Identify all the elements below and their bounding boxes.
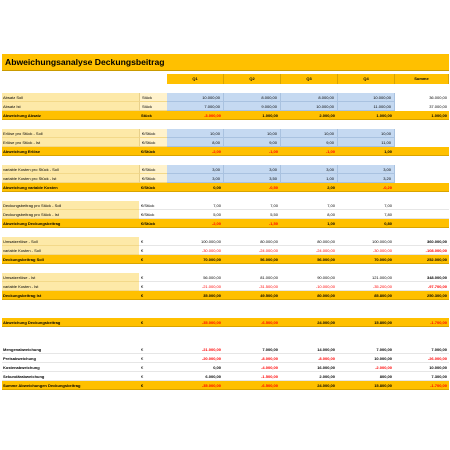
q2-cell[interactable]: 5,50 bbox=[224, 210, 281, 219]
q2-cell[interactable]: -6.500,00 bbox=[224, 381, 281, 390]
label-cell[interactable]: Mengenabweichung bbox=[2, 345, 139, 354]
label-cell[interactable]: Abweichung Absatz bbox=[2, 111, 139, 120]
table-row bbox=[0, 129, 450, 138]
label-cell[interactable]: Kostenabweichung bbox=[2, 363, 139, 372]
sum-cell[interactable] bbox=[395, 147, 449, 156]
q3-cell[interactable]: 3,00 bbox=[281, 165, 338, 174]
sum-cell[interactable] bbox=[395, 138, 449, 147]
sum-cell[interactable]: 252.000,00 bbox=[395, 255, 449, 264]
q2-cell[interactable]: -1,50 bbox=[224, 219, 281, 228]
unit-cell[interactable]: €/Stück bbox=[139, 174, 167, 183]
q2-cell[interactable]: -4.000,00 bbox=[224, 363, 281, 372]
table-row bbox=[0, 102, 450, 111]
q3-cell[interactable]: 1,00 bbox=[281, 174, 338, 183]
column-header-row bbox=[0, 74, 450, 84]
sum-cell[interactable]: -108.000,00 bbox=[395, 246, 449, 255]
spacer-row bbox=[0, 300, 450, 309]
unit-cell[interactable]: Stück bbox=[139, 102, 167, 111]
unit-cell[interactable]: Stück bbox=[139, 93, 167, 102]
q3-cell[interactable]: 14.000,00 bbox=[281, 345, 338, 354]
spacer-row bbox=[0, 228, 450, 237]
q1-cell[interactable]: 56.000,00 bbox=[167, 273, 224, 282]
q4-cell[interactable]: 10.000,00 bbox=[338, 354, 395, 363]
q1-cell[interactable]: 5,00 bbox=[167, 210, 224, 219]
sum-cell[interactable] bbox=[395, 210, 449, 219]
table-row bbox=[0, 273, 450, 282]
q1-cell[interactable]: -2,00 bbox=[167, 147, 224, 156]
unit-cell[interactable]: € bbox=[139, 363, 167, 372]
q4-cell[interactable]: 121.000,00 bbox=[338, 273, 395, 282]
q2-cell[interactable]: -31.500,00 bbox=[224, 282, 281, 291]
table-row bbox=[0, 354, 450, 363]
q4-cell[interactable]: 100.000,00 bbox=[338, 237, 395, 246]
q3-cell[interactable]: -10.000,00 bbox=[281, 282, 338, 291]
unit-cell[interactable]: €/Stück bbox=[139, 165, 167, 174]
q4-cell[interactable]: 11.000,00 bbox=[338, 102, 395, 111]
q1-cell[interactable]: 8,00 bbox=[167, 138, 224, 147]
header-q1-cell[interactable]: Q1 bbox=[167, 74, 224, 84]
q1-cell[interactable]: 10,00 bbox=[167, 129, 224, 138]
sum-cell[interactable] bbox=[395, 165, 449, 174]
label-cell[interactable]: Abweichung variable Kosten bbox=[2, 183, 139, 192]
q4-cell[interactable]: 10.000,00 bbox=[338, 93, 395, 102]
q4-cell[interactable]: 3,20 bbox=[338, 174, 395, 183]
q2-cell[interactable]: 49.500,00 bbox=[224, 291, 281, 300]
label-cell[interactable]: variable Kosten - Soll bbox=[2, 246, 139, 255]
table-row bbox=[0, 138, 450, 147]
q3-cell[interactable]: -24.000,00 bbox=[281, 246, 338, 255]
q2-cell[interactable]: -24.000,00 bbox=[224, 246, 281, 255]
spacer-row bbox=[0, 120, 450, 129]
q3-cell[interactable]: -1,00 bbox=[281, 147, 338, 156]
table-body bbox=[0, 84, 450, 390]
table-row bbox=[0, 165, 450, 174]
q1-cell[interactable]: -3.000,00 bbox=[167, 111, 224, 120]
spacer-row bbox=[0, 84, 450, 93]
q3-cell[interactable]: 10,00 bbox=[281, 129, 338, 138]
sum-cell[interactable] bbox=[395, 129, 449, 138]
sheet-title: Abweichungsanalyse Deckungsbeitrag bbox=[2, 54, 449, 71]
q1-cell[interactable]: 3,00 bbox=[167, 165, 224, 174]
q4-cell[interactable]: 0,80 bbox=[338, 219, 395, 228]
unit-cell[interactable]: € bbox=[139, 345, 167, 354]
q4-cell[interactable]: 85.800,00 bbox=[338, 291, 395, 300]
q4-cell[interactable]: 15.800,00 bbox=[338, 381, 395, 390]
total-row bbox=[0, 318, 450, 327]
q3-cell[interactable]: 16.000,00 bbox=[281, 363, 338, 372]
q1-cell[interactable]: -35.000,00 bbox=[167, 381, 224, 390]
q4-cell[interactable]: -30.000,00 bbox=[338, 246, 395, 255]
q4-cell[interactable]: 7,80 bbox=[338, 210, 395, 219]
q2-cell[interactable]: 80.000,00 bbox=[224, 237, 281, 246]
label-cell[interactable]: variable Kosten pro Stück - Ist bbox=[2, 174, 139, 183]
header-q2-cell[interactable]: Q2 bbox=[224, 74, 281, 84]
q1-cell[interactable]: 70.000,00 bbox=[167, 255, 224, 264]
unit-cell[interactable]: €/Stück bbox=[139, 201, 167, 210]
total-row bbox=[0, 219, 450, 228]
q3-cell[interactable]: 24.000,00 bbox=[281, 318, 338, 327]
unit-cell[interactable]: €/Stück bbox=[139, 219, 167, 228]
q3-cell[interactable]: 8.000,00 bbox=[281, 93, 338, 102]
q4-cell[interactable]: 70.000,00 bbox=[338, 255, 395, 264]
table-row bbox=[0, 363, 450, 372]
spacer-row bbox=[0, 336, 450, 345]
spacer-row bbox=[0, 156, 450, 165]
unit-cell[interactable]: Stück bbox=[139, 111, 167, 120]
q4-cell[interactable]: -2.000,00 bbox=[338, 363, 395, 372]
q3-cell[interactable]: 2,00 bbox=[281, 183, 338, 192]
q3-cell[interactable]: 24.000,00 bbox=[281, 381, 338, 390]
sum-cell[interactable] bbox=[395, 174, 449, 183]
q2-cell[interactable]: 10,00 bbox=[224, 129, 281, 138]
q2-cell[interactable]: 1.000,00 bbox=[224, 111, 281, 120]
q1-cell[interactable]: 100.000,00 bbox=[167, 237, 224, 246]
total-row bbox=[0, 255, 450, 264]
q1-cell[interactable]: 0,00 bbox=[167, 363, 224, 372]
spacer-row bbox=[0, 192, 450, 201]
q1-cell[interactable]: 6.000,00 bbox=[167, 372, 224, 381]
q4-cell[interactable]: 10,00 bbox=[338, 129, 395, 138]
unit-cell[interactable]: €/Stück bbox=[139, 183, 167, 192]
sum-cell[interactable] bbox=[395, 219, 449, 228]
q2-cell[interactable]: 7.000,00 bbox=[224, 345, 281, 354]
q3-cell[interactable]: 56.000,00 bbox=[281, 255, 338, 264]
sum-cell[interactable]: 360.000,00 bbox=[395, 237, 449, 246]
q2-cell[interactable]: 8.000,00 bbox=[224, 93, 281, 102]
label-cell[interactable]: Deckungsbeitrag Soll bbox=[2, 255, 139, 264]
unit-cell[interactable]: €/Stück bbox=[139, 210, 167, 219]
q1-cell[interactable]: -20.000,00 bbox=[167, 354, 224, 363]
table-row bbox=[0, 174, 450, 183]
q1-cell[interactable]: 35.000,00 bbox=[167, 291, 224, 300]
unit-cell[interactable]: € bbox=[139, 273, 167, 282]
spacer-row bbox=[0, 327, 450, 336]
q4-cell[interactable]: 7.000,00 bbox=[338, 345, 395, 354]
spreadsheet bbox=[0, 54, 450, 390]
label-cell[interactable]: Abweichung Erlöse bbox=[2, 147, 139, 156]
sum-cell[interactable]: 37.000,00 bbox=[429, 104, 447, 109]
q1-cell[interactable]: 10.000,00 bbox=[167, 93, 224, 102]
sum-cell[interactable]: 250.300,00 bbox=[395, 291, 449, 300]
unit-cell[interactable]: € bbox=[139, 255, 167, 264]
q1-cell[interactable]: 7,00 bbox=[167, 201, 224, 210]
label-cell[interactable]: Erlöse pro Stück - Soll bbox=[2, 129, 139, 138]
spacer-row bbox=[0, 264, 450, 273]
q1-cell[interactable]: -21.000,00 bbox=[167, 282, 224, 291]
header-sum-cell[interactable]: Summe bbox=[395, 74, 449, 84]
unit-cell[interactable]: € bbox=[139, 246, 167, 255]
q4-cell[interactable]: 1.000,00 bbox=[338, 111, 395, 120]
table-row bbox=[0, 246, 450, 255]
q3-cell[interactable]: 80.000,00 bbox=[281, 291, 338, 300]
label-cell[interactable]: Absatz Soll bbox=[2, 93, 139, 102]
label-cell[interactable]: Umsatzerlöse - Soll bbox=[2, 237, 139, 246]
q4-cell[interactable]: -0,20 bbox=[338, 183, 395, 192]
table-row bbox=[0, 237, 450, 246]
sum-cell[interactable]: -26.000,00 bbox=[395, 354, 449, 363]
q3-cell[interactable]: 2.000,00 bbox=[281, 372, 338, 381]
spacer-row bbox=[0, 309, 450, 318]
label-cell[interactable]: variable Kosten - Ist bbox=[2, 282, 139, 291]
q4-cell[interactable]: 7,00 bbox=[338, 201, 395, 210]
q2-cell[interactable]: -8.000,00 bbox=[224, 354, 281, 363]
sum-cell[interactable]: 10.000,00 bbox=[395, 363, 449, 372]
unit-cell[interactable]: € bbox=[139, 291, 167, 300]
header-label-cell[interactable] bbox=[2, 74, 139, 84]
table-row bbox=[0, 345, 450, 354]
q2-cell[interactable]: 81.000,00 bbox=[224, 273, 281, 282]
q2-cell[interactable]: -6.500,00 bbox=[224, 318, 281, 327]
q2-cell[interactable]: 9.000,00 bbox=[224, 102, 281, 111]
label-cell[interactable]: Preisabweichung bbox=[2, 354, 139, 363]
q1-cell[interactable]: 0,00 bbox=[167, 183, 224, 192]
q2-cell[interactable]: 3,00 bbox=[224, 165, 281, 174]
label-cell[interactable]: Umsatzerlöse - Ist bbox=[2, 273, 139, 282]
q2-cell[interactable]: 3,50 bbox=[224, 174, 281, 183]
q4-cell[interactable]: 1,00 bbox=[338, 147, 395, 156]
label-cell[interactable]: Abweichung Deckungsbeitrag bbox=[2, 219, 139, 228]
unit-cell[interactable]: € bbox=[139, 381, 167, 390]
sum-cell[interactable]: 7.300,00 bbox=[395, 372, 449, 381]
q1-cell[interactable]: 7.000,00 bbox=[167, 102, 224, 111]
label-cell[interactable]: Erlöse pro Stück - Ist bbox=[2, 138, 139, 147]
sum-cell[interactable] bbox=[395, 201, 449, 210]
header-q3-cell[interactable]: Q3 bbox=[281, 74, 338, 84]
q3-cell[interactable]: 9,00 bbox=[281, 138, 338, 147]
label-cell[interactable]: Deckungsbeitrag pro Stück - Ist bbox=[2, 210, 139, 219]
q3-cell[interactable]: 2.000,00 bbox=[281, 111, 338, 120]
q4-cell[interactable]: 800,00 bbox=[338, 372, 395, 381]
sum-cell[interactable]: -1.700,00 bbox=[395, 318, 449, 327]
unit-cell[interactable]: €/Stück bbox=[139, 138, 167, 147]
q1-cell[interactable]: -30.000,00 bbox=[167, 246, 224, 255]
unit-cell[interactable]: € bbox=[139, 372, 167, 381]
label-cell[interactable]: Summe Abweichungen Deckungsbeitrag bbox=[2, 381, 139, 390]
unit-cell[interactable]: € bbox=[139, 318, 167, 327]
q3-cell[interactable]: 1,00 bbox=[281, 219, 338, 228]
q2-cell[interactable]: 56.000,00 bbox=[224, 255, 281, 264]
q1-cell[interactable]: -35.000,00 bbox=[167, 318, 224, 327]
header-q4-cell[interactable]: Q4 bbox=[338, 74, 395, 84]
total-row bbox=[0, 291, 450, 300]
sum-cell[interactable]: 36.000,00 bbox=[429, 95, 447, 100]
label-cell[interactable]: Deckungsbeitrag pro Stück - Soll bbox=[2, 201, 139, 210]
q4-cell[interactable]: 11,00 bbox=[338, 138, 395, 147]
q3-cell[interactable]: 8,00 bbox=[281, 210, 338, 219]
total-row bbox=[0, 147, 450, 156]
total-row bbox=[0, 111, 450, 120]
total-row bbox=[0, 381, 450, 390]
sum-cell[interactable]: 348.000,00 bbox=[395, 273, 449, 282]
sum-cell[interactable] bbox=[395, 183, 449, 192]
q2-cell[interactable]: 7,00 bbox=[224, 201, 281, 210]
total-row bbox=[0, 183, 450, 192]
label-cell[interactable]: Deckungsbeitrag Ist bbox=[2, 291, 139, 300]
unit-cell[interactable]: €/Stück bbox=[139, 147, 167, 156]
q3-cell[interactable]: 7,00 bbox=[281, 201, 338, 210]
sum-cell[interactable]: -1.700,00 bbox=[395, 381, 449, 390]
table-row bbox=[0, 93, 450, 102]
header-unit-cell[interactable] bbox=[139, 74, 167, 84]
q3-cell[interactable]: 80.000,00 bbox=[281, 237, 338, 246]
q3-cell[interactable]: 90.000,00 bbox=[281, 273, 338, 282]
unit-cell[interactable]: € bbox=[139, 282, 167, 291]
q1-cell[interactable]: 3,00 bbox=[167, 174, 224, 183]
q2-cell[interactable]: -0,50 bbox=[224, 183, 281, 192]
q2-cell[interactable]: 9,00 bbox=[224, 138, 281, 147]
table-row bbox=[0, 210, 450, 219]
q4-cell[interactable]: 3,00 bbox=[338, 165, 395, 174]
q3-cell[interactable]: -8.000,00 bbox=[281, 354, 338, 363]
q2-cell[interactable]: -1.500,00 bbox=[224, 372, 281, 381]
table-row bbox=[0, 282, 450, 291]
label-cell[interactable]: Absatz Ist bbox=[2, 102, 139, 111]
q1-cell[interactable]: -2,00 bbox=[167, 219, 224, 228]
q2-cell[interactable]: -1,00 bbox=[224, 147, 281, 156]
sum-cell[interactable]: 1.000,00 bbox=[395, 111, 449, 120]
sum-cell[interactable]: -97.700,00 bbox=[395, 282, 449, 291]
label-cell[interactable]: variable Kosten pro Stück - Soll bbox=[2, 165, 139, 174]
label-cell[interactable]: Sekundärabweichung bbox=[2, 372, 139, 381]
unit-cell[interactable]: € bbox=[139, 237, 167, 246]
q3-cell[interactable]: 10.000,00 bbox=[281, 102, 338, 111]
table-row bbox=[0, 201, 450, 210]
table-row bbox=[0, 372, 450, 381]
unit-cell[interactable]: €/Stück bbox=[139, 129, 167, 138]
q4-cell[interactable]: -35.200,00 bbox=[338, 282, 395, 291]
q4-cell[interactable]: 15.800,00 bbox=[338, 318, 395, 327]
q1-cell[interactable]: -21.000,00 bbox=[167, 345, 224, 354]
label-cell[interactable]: Abweichung Deckungsbeitrag bbox=[2, 318, 139, 327]
sum-cell[interactable]: 7.000,00 bbox=[395, 345, 449, 354]
unit-cell[interactable]: € bbox=[139, 354, 167, 363]
